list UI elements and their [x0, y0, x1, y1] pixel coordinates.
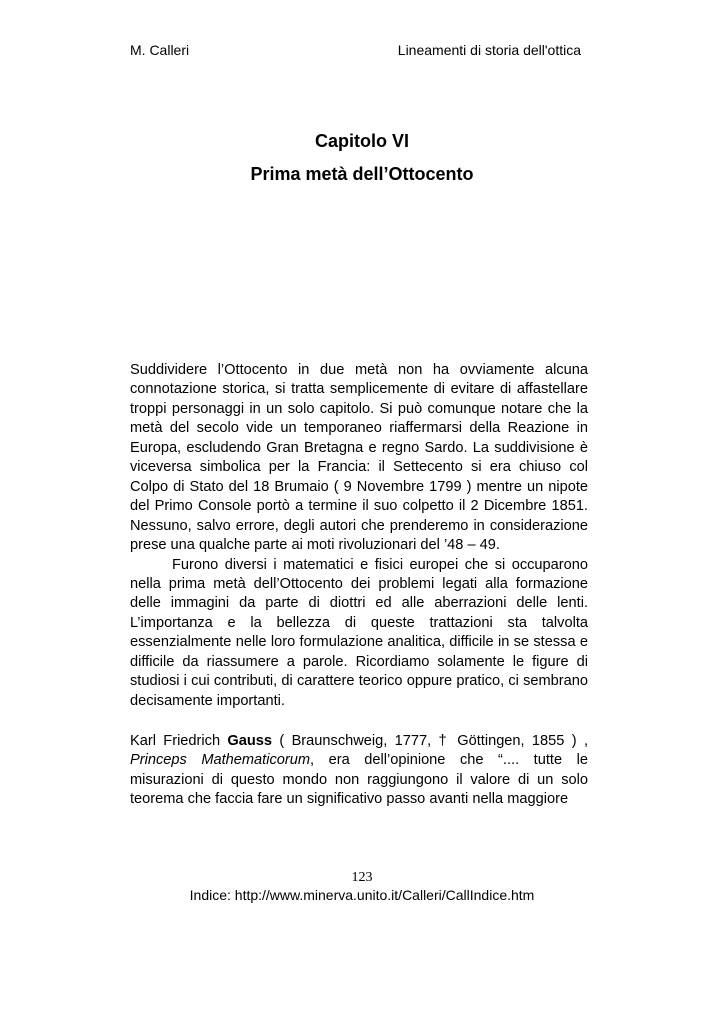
- page-number: 123: [351, 870, 373, 885]
- gauss-quote: , era dell’opinione che “.... tutte le misurazioni di questo mondo non raggiungono il valore di un solo teorema che faccia fare un significativo passo avanti nella maggiore: [130, 752, 588, 808]
- gauss-dates: ( Braunschweig, 1777, † Göttingen, 1855 ) ,: [272, 733, 589, 749]
- gauss-first-name: Karl Friedrich: [130, 733, 228, 749]
- index-link[interactable]: Indice: http://www.minerva.unito.it/Calleri/CallIndice.htm: [189, 887, 535, 903]
- gauss-epithet: Princeps Mathematicorum: [130, 752, 311, 769]
- gauss-surname: Gauss: [227, 733, 273, 749]
- paragraph-3: [130, 732, 588, 810]
- chapter-number: Capitolo VI: [315, 131, 409, 151]
- body-text: [130, 361, 588, 711]
- paragraph-2: Furono diversi i matematici e fisici europei che si occuparono nella prima metà dell’Ottocento dei problemi legati alla formazione delle immagini da parte di diottri ed alle aberrazioni delle lenti. L’importanza e la bellezza di queste trattazioni sta talvolta essenzialmente nelle loro formulazione analitica, difficile in se stessa e difficile da riassumere a parole. Ricordiamo solamente le figure di studiosi i cui contributi, di carattere teorico oppure pratico, ci sembrano decisamente importanti.: [130, 556, 588, 709]
- chapter-title: Prima metà dell’Ottocento: [250, 164, 474, 184]
- header-author: M. Calleri: [130, 42, 190, 58]
- paragraph-1: Suddividere l’Ottocento in due metà non ha ovviamente alcuna connotazione storica, si tratta semplicemente di evitare di affastellare troppi personaggi in un solo capitolo. Si può comunque notare che la metà del secolo vide un temporaneo riaffermarsi della Reazione in Europa, escludendo Gran Bretagna e regno Sardo. La suddivisione è viceversa simbolica per la Francia: il Settecento si era chiuso col Colpo di Stato del 18 Brumaio ( 9 Novembre 1799 ) mentre un nipote del Primo Console portò a termine il suo colpetto il 2 Dicembre 1851. Nessuno, salvo errore, degli autori che prenderemo in considerazione prese una qualche parte ai moti rivoluzionari del ’48 – 49.: [130, 362, 588, 554]
- header-book-title: Lineamenti di storia dell'ottica: [397, 42, 581, 58]
- body-text-gauss: [130, 732, 588, 810]
